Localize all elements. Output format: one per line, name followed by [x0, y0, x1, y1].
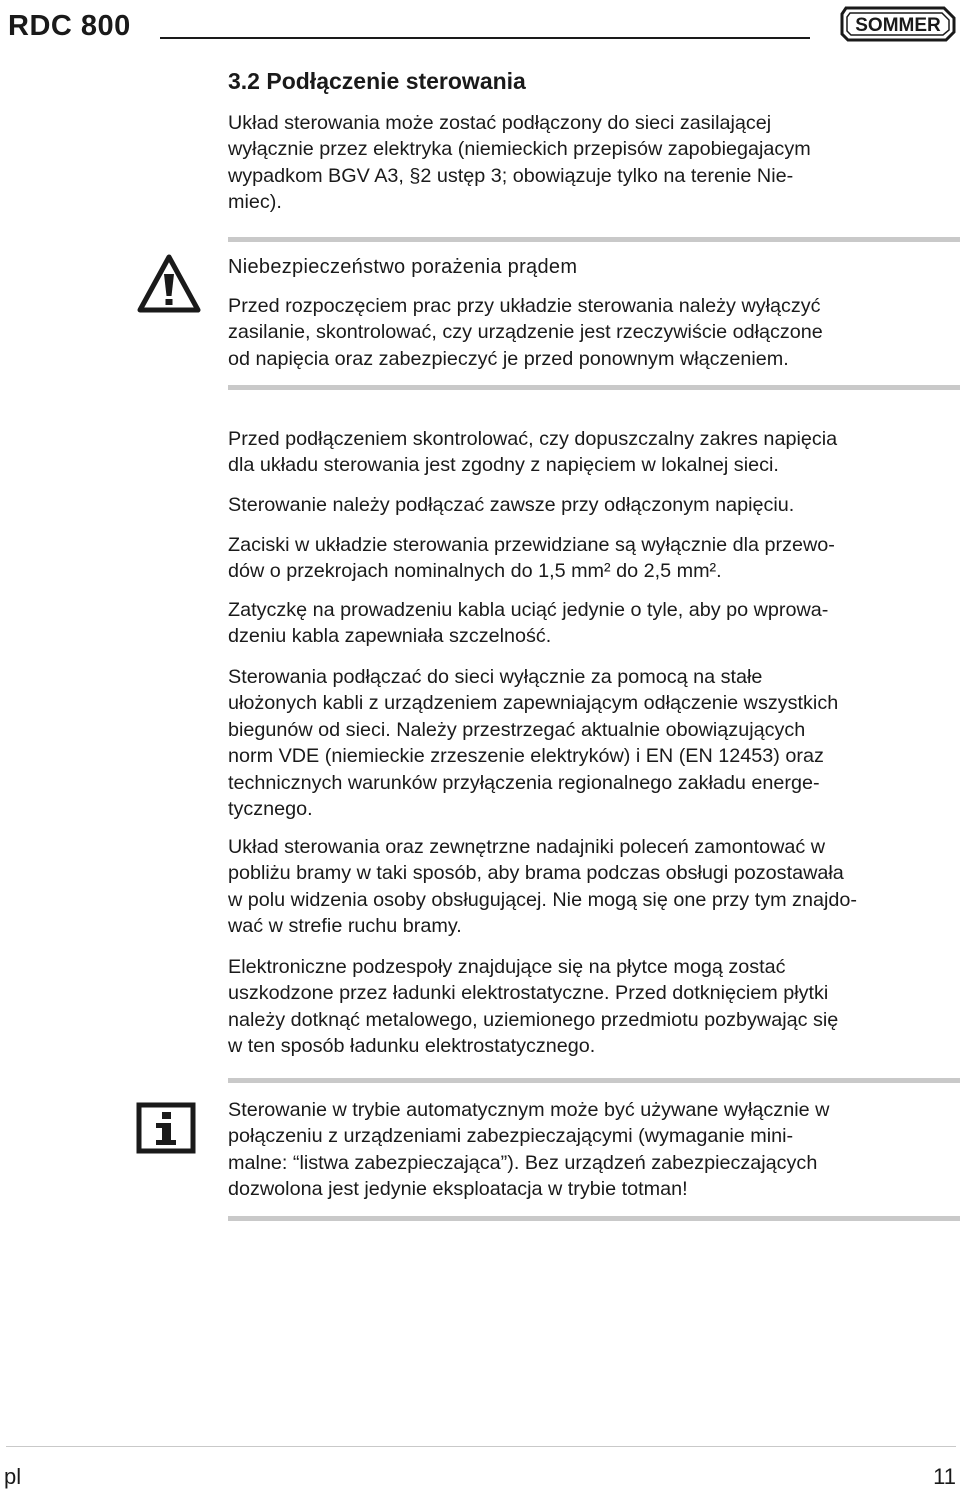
footer-rule: [6, 1446, 956, 1447]
page-number: 11: [933, 1464, 956, 1489]
section-heading: 3.2 Podłączenie sterowania: [228, 68, 526, 94]
sommer-logo: [840, 4, 958, 49]
paragraph-terminals: Zaciski w układzie sterowania przewidziane są wyłącznie dla przewo- dów o przekrojach nominalnych do 1,5 mm² do 2,5 mm².: [228, 534, 835, 583]
info-text: Sterowanie w trybie automatycznym może być używane wyłącznie w połączeniu z urządzeniami zabezpieczającymi (wymaganie mini- malne: “listwa zabezpieczająca”). Bez urządzeń zabezpieczających dozwolona jest jedynie eksploatacja w trybie totman!: [228, 1099, 830, 1201]
info-top-rule: [228, 1078, 960, 1083]
warning-triangle-icon: [136, 252, 202, 321]
intro-paragraph: Układ sterowania może zostać podłączony do sieci zasilającej wyłącznie przez elektryka (niemieckich przepisów zapobiegajacym wypadkom BGV A3, §2 ustęp 3; obowiązuje tylko na terenie Nie- miec).: [228, 112, 811, 214]
document-title: RDC 800: [8, 10, 131, 42]
warning-title: Niebezpieczeństwo porażenia prądem: [228, 256, 578, 278]
info-bottom-rule: [228, 1216, 960, 1221]
header-rule: [160, 37, 810, 39]
paragraph-mains-connection: Sterowania podłączać do sieci wyłącznie za pomocą na stałe ułożonych kabli z urządzeniem zapewniającym odłączenie wszystkich biegunów od sieci. Należy przestrzegać aktualnie obowiązujących norm VDE (niemieckie zrzeszenie elektryków) i EN (EN 12453) oraz technicznych warunków przyłączenia regionalnego zakładu energe- tycznego.: [228, 666, 839, 821]
warning-bottom-rule: [228, 385, 960, 390]
footer-language: pl: [4, 1464, 22, 1489]
warning-top-rule: [228, 237, 960, 242]
brand-name: SOMMER: [855, 15, 941, 36]
warning-text: Przed rozpoczęciem prac przy układzie sterowania należy wyłączyć zasilanie, skontrolować, czy urządzenie jest rzeczywiście odłączone od napięcia oraz zabezpieczyć je przed ponownym włączeniem.: [228, 295, 823, 370]
paragraph-voltage-check: Przed podłączeniem skontrolować, czy dopuszczalny zakres napięcia dla układu sterowania jest zgodny z napięciem w lokalnej sieci.: [228, 428, 838, 477]
info-icon: [136, 1102, 196, 1159]
paragraph-electrostatic: Elektroniczne podzespoły znajdujące się na płytce mogą zostać uszkodzone przez ładunki elektrostatyczne. Przed dotknięciem płytki należy dotknąć metalowego, uziemionego przedmiotu pozbywając się w ten sposób ładunku elektrostatycznego.: [228, 956, 839, 1058]
paragraph-disconnected: Sterowanie należy podłączać zawsze przy odłączonym napięciu.: [228, 494, 795, 516]
paragraph-cable-plug: Zatyczkę na prowadzeniu kabla uciąć jedynie o tyle, aby po wprowa- dzeniu kabla zapewniała szczelność.: [228, 599, 829, 648]
paragraph-mounting: Układ sterowania oraz zewnętrzne nadajniki poleceń zamontować w pobliżu bramy w taki sposób, aby brama podczas obsługi pozostawała w polu widzenia osoby obsługującej. Nie mogą się one przy tym znajdo- wać w strefie ruchu bramy.: [228, 836, 857, 938]
